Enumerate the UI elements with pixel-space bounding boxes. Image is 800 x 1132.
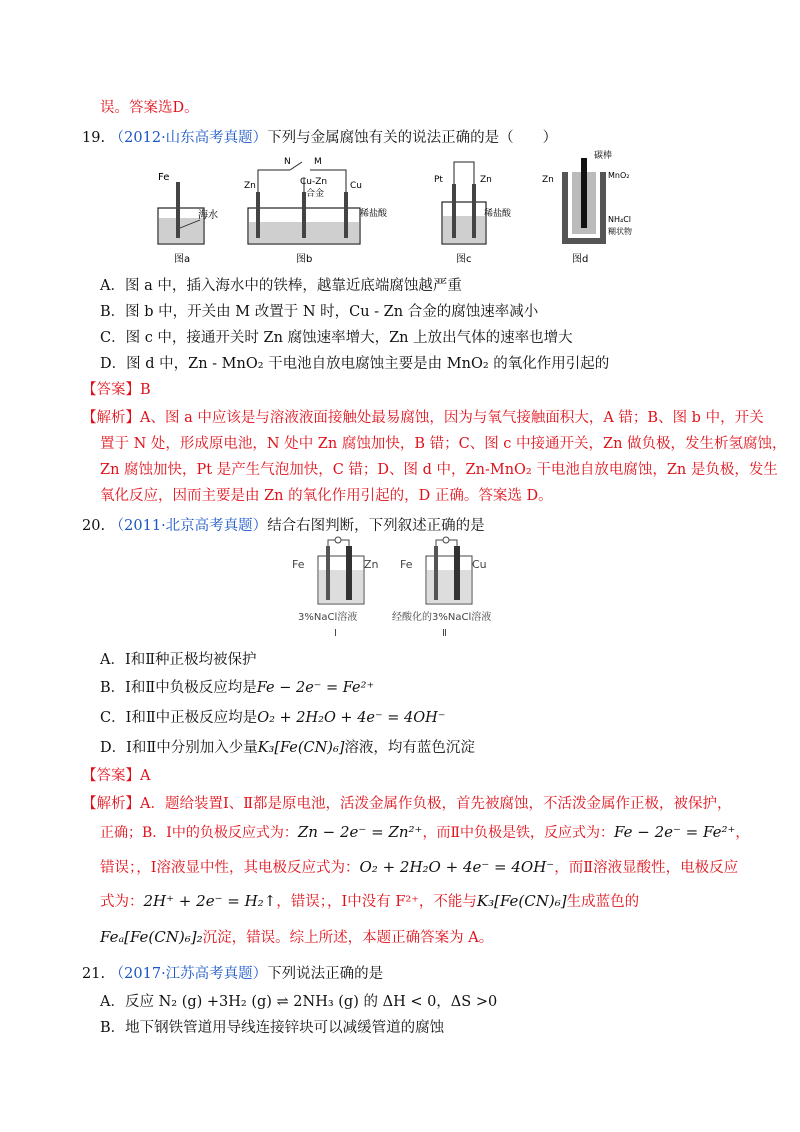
- analysis-text: ，而Ⅱ中负极是铁，反应式为：: [422, 825, 614, 841]
- q20-option-c: [100, 706, 445, 727]
- cell-two-solution: 经酸化的3%NaCl溶液: [392, 612, 492, 623]
- cell-two: [392, 537, 491, 639]
- previous-answer-tail: 误。答案选D。: [100, 100, 199, 116]
- question-source: （2011·北京高考真题）: [109, 518, 268, 534]
- fig-a-fe: Fe: [158, 172, 170, 183]
- analysis-text: 错误；，Ⅰ溶液显中性，其电极反应式为：: [100, 860, 360, 876]
- cell-two-fe: Fe: [400, 558, 413, 571]
- q19-option-b: B．图 b 中，开关由 M 改置于 N 时，Cu - Zn 合金的腐蚀速率减小: [100, 304, 539, 320]
- figure-b: [244, 157, 388, 265]
- option-equation: O₂ + 2H₂O + 4e⁻ = 4OH⁻: [257, 710, 446, 726]
- q19-analysis-line-2: 置于 N 处，形成原电池，N 处中 Zn 腐蚀加快，B 错；C、图 c 中接通开关，Zn 做负极，发生析氢腐蚀，: [100, 436, 787, 452]
- q20-option-a: A．Ⅰ和Ⅱ种正极均被保护: [100, 652, 257, 668]
- analysis-text: ，错误；，Ⅰ中没有 F²⁺，不能与: [276, 894, 477, 910]
- option-text: C．Ⅰ和Ⅱ中正极反应均是: [100, 710, 258, 726]
- analysis-equation: Fe − 2e⁻ = Fe²⁺: [614, 823, 736, 841]
- question-source: （2017·江苏高考真题）: [109, 966, 268, 982]
- analysis-equation: Zn − 2e⁻ = Zn²⁺: [297, 823, 423, 841]
- q20-answer: 【答案】A: [82, 768, 151, 784]
- fig-b-caption: 图b: [296, 254, 313, 265]
- fig-c-caption: 图c: [456, 254, 472, 265]
- analysis-text: 沉淀，错误。综上所述，本题正确答案为 A。: [202, 930, 494, 946]
- q20-analysis-line-1: 【解析】A．题给装置Ⅰ、Ⅱ都是原电池，活泼金属作负极，首先被腐蚀，不活泼金属作正极，被保护，: [82, 796, 732, 812]
- fig-c-solution: 稀盐酸: [484, 209, 512, 219]
- q19-analysis-line-1: 【解析】A、图 a 中应该是与溶液液面接触处最易腐蚀，因为与氧气接触面积大，A 错；B、图 b 中，开关: [82, 410, 764, 426]
- option-formula: K₃[Fe(CN)₆]: [257, 740, 345, 756]
- question-source: （2012·山东高考真题）: [109, 130, 268, 146]
- fig-d-paste: 糊状物: [608, 227, 632, 236]
- analysis-formula: K₃[Fe(CN)₆]: [476, 892, 567, 910]
- q19-option-d: D．图 d 中，Zn - MnO₂ 干电池自放电腐蚀主要是由 MnO₂ 的氧化作用引起的: [100, 356, 610, 372]
- option-text: D．Ⅰ和Ⅱ中分别加入少量: [100, 740, 258, 756]
- fig-a-solution: 海水: [198, 210, 218, 221]
- fig-b-n: N: [284, 157, 291, 167]
- question-stem: 结合右图判断，下列叙述正确的是: [267, 518, 485, 534]
- q19-analysis-line-4: 氧化反应，因而主要是由 Zn 的氧化作用引起的，D 正确。答案选 D。: [100, 488, 553, 504]
- fig-b-alloy: Cu-Zn: [300, 177, 328, 187]
- option-text-post: 溶液，均有蓝色沉淀: [344, 740, 475, 756]
- analysis-equation: O₂ + 2H₂O + 4e⁻ = 4OH⁻: [359, 858, 555, 876]
- q20-option-d: [100, 736, 475, 757]
- fig-d-rod: 碳棒: [594, 151, 613, 161]
- cell-one-zn: Zn: [364, 558, 379, 571]
- figure-d: [542, 150, 632, 265]
- q20-analysis-line-3: [100, 856, 738, 877]
- q19-answer: 【答案】B: [82, 382, 151, 398]
- q19-analysis-line-3: Zn 腐蚀加快，Pt 是产生气泡加快，C 错；D、图 d 中，Zn-MnO₂ 干电池自放电腐蚀，Zn 是负极，发生: [100, 462, 778, 478]
- fig-b-alloy-2: 合金: [306, 189, 325, 199]
- question-number: 21.: [82, 966, 106, 982]
- fig-a-caption: 图a: [174, 254, 191, 265]
- question-stem: 下列与金属腐蚀有关的说法正确的是（ ）: [267, 130, 558, 146]
- fig-b-zn: Zn: [244, 181, 256, 191]
- q20-analysis-line-2: [100, 822, 749, 842]
- corrosion-apparatus-diagram: [150, 150, 640, 268]
- cell-one-solution: 3%NaCl溶液: [298, 612, 358, 623]
- question-number: 20.: [82, 518, 106, 534]
- figure-c: [434, 162, 512, 265]
- cell-one: [292, 537, 379, 639]
- fig-d-zn: Zn: [542, 175, 554, 185]
- question-20-header: [82, 514, 485, 535]
- q21-option-a: A．反应 N₂ (g) +3H₂ (g) ⇌ 2NH₃ (g) 的 ΔH < 0，ΔS >0: [100, 994, 498, 1010]
- question-20-figure: [290, 536, 520, 644]
- fig-c-zn: Zn: [480, 175, 492, 185]
- analysis-text: ，: [735, 825, 750, 841]
- analysis-formula: Feₐ[Fe(CN)₆]₂: [100, 928, 203, 946]
- question-number: 19.: [82, 130, 106, 146]
- q19-option-a: A．图 a 中，插入海水中的铁棒，越靠近底端腐蚀越严重: [100, 278, 462, 294]
- question-stem: 下列说法正确的是: [267, 966, 384, 982]
- cell-one-fe: Fe: [292, 558, 305, 571]
- analysis-equation: 2H⁺ + 2e⁻ = H₂↑: [143, 892, 277, 910]
- q21-option-b: B．地下钢铁管道用导线连接锌块可以减缓管道的腐蚀: [100, 1020, 445, 1036]
- question-21-header: [82, 962, 383, 983]
- fig-d-nh4cl: NH₄Cl: [608, 215, 632, 224]
- fig-b-m: M: [314, 157, 322, 167]
- fig-d-caption: 图d: [572, 254, 589, 265]
- cell-two-caption: Ⅱ: [442, 628, 447, 639]
- q20-option-b: [100, 676, 374, 697]
- fig-b-cu: Cu: [350, 181, 362, 191]
- fig-b-solution: 稀盐酸: [360, 209, 388, 219]
- analysis-text: 正确；B．Ⅰ中的负极反应式为：: [100, 825, 298, 841]
- galvanic-cells-diagram: [290, 536, 520, 640]
- q20-analysis-line-4: [100, 890, 639, 911]
- cell-one-caption: Ⅰ: [334, 628, 337, 639]
- figure-a: [158, 172, 218, 265]
- question-19-figure: [150, 150, 640, 272]
- fig-c-pt: Pt: [434, 175, 443, 185]
- option-text: B．Ⅰ和Ⅱ中负极反应均是: [100, 680, 257, 696]
- analysis-text: ，而Ⅱ溶液显酸性，电极反应: [554, 860, 739, 876]
- option-equation: Fe − 2e⁻ = Fe²⁺: [256, 680, 375, 696]
- analysis-text: 生成蓝色的: [566, 894, 640, 910]
- analysis-text: 式为：: [100, 894, 144, 910]
- question-19-header: [82, 126, 557, 147]
- fig-d-mno2: MnO₂: [608, 171, 630, 180]
- q20-analysis-line-5: [100, 926, 493, 947]
- q19-option-c: C．图 c 中，接通开关时 Zn 腐蚀速率增大，Zn 上放出气体的速率也增大: [100, 330, 573, 346]
- cell-two-cu: Cu: [472, 558, 487, 571]
